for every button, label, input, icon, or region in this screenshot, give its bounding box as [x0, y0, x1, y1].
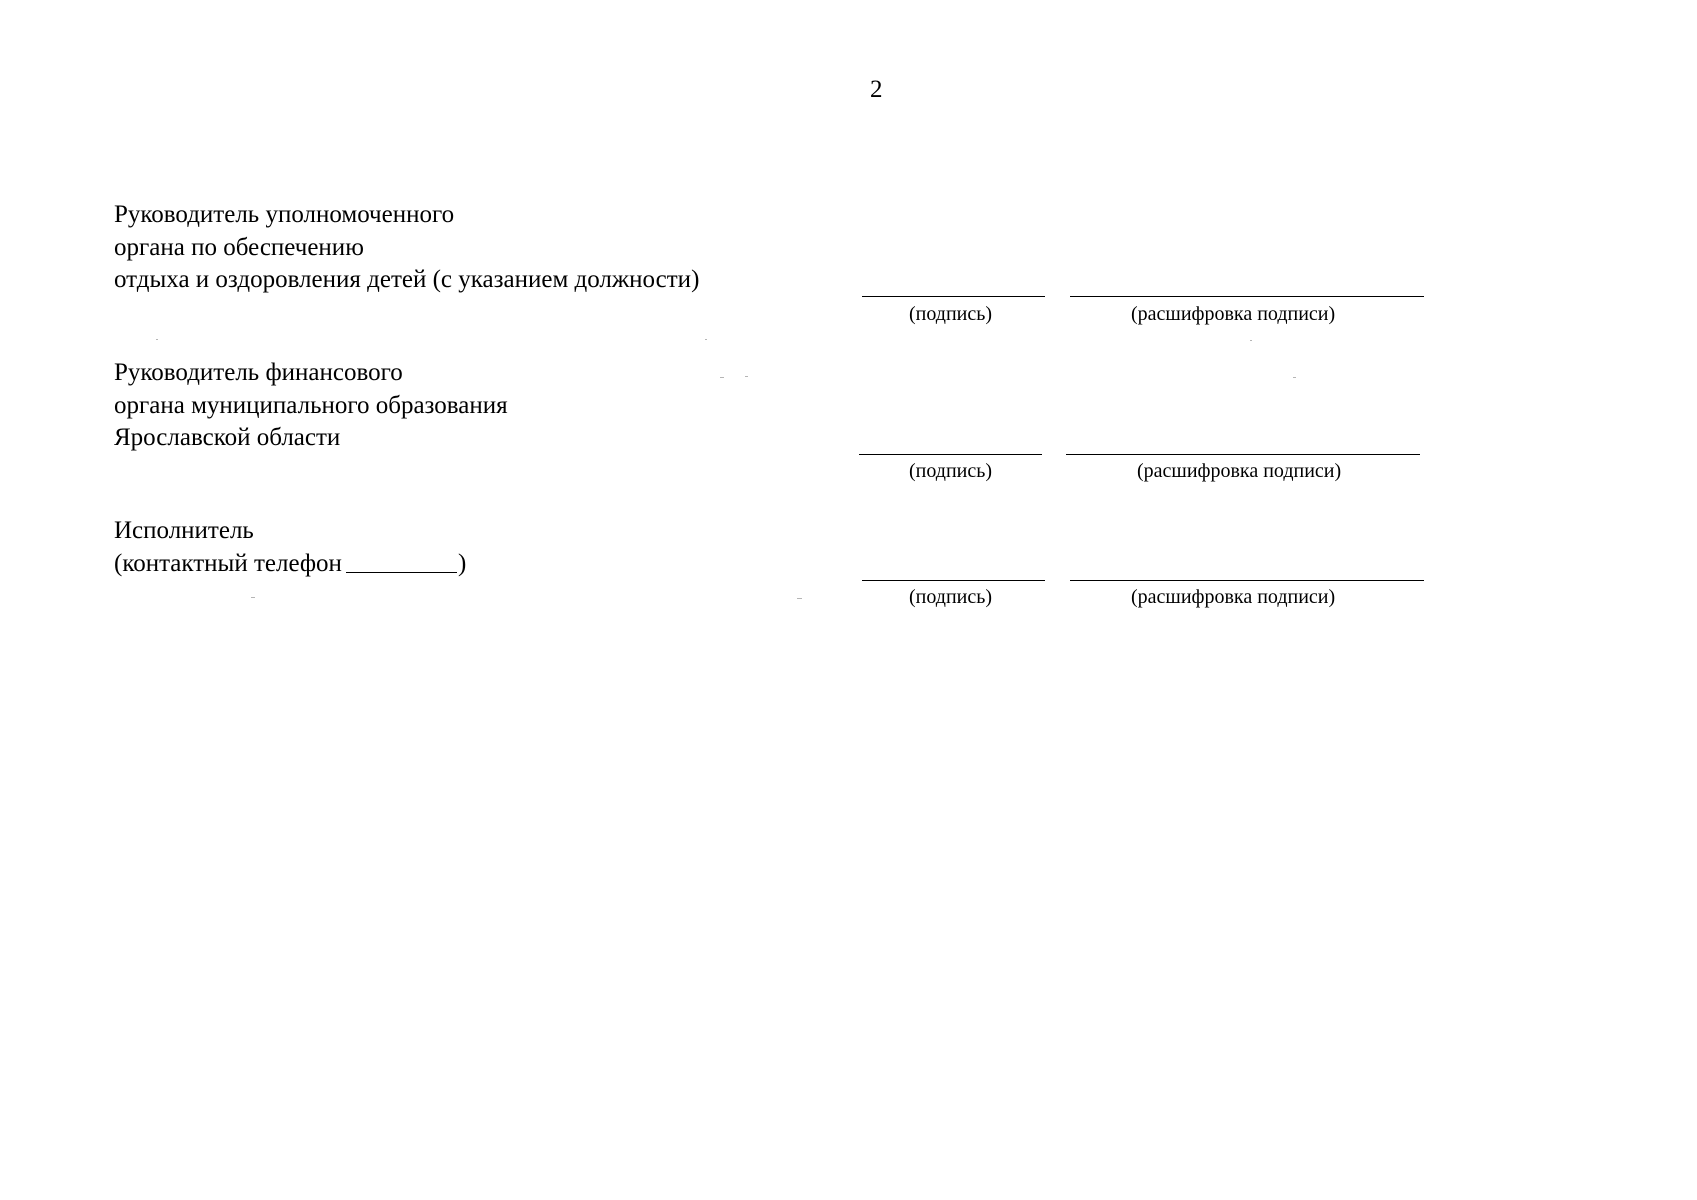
label-line: Руководитель уполномоченного [114, 201, 455, 228]
page-number: 2 [870, 76, 883, 103]
financial-body-head-label [114, 357, 508, 455]
phone-line [114, 548, 466, 581]
signature-caption: (подпись) [909, 586, 993, 608]
signature-decoding-caption: (расшифровка подписи) [1131, 586, 1336, 608]
signature-decoding-caption: (расшифровка подписи) [1137, 460, 1342, 482]
signature-field[interactable] [862, 296, 1045, 297]
signature-field[interactable] [859, 454, 1042, 455]
scan-speck [705, 339, 707, 340]
phone-blank-field[interactable] [346, 571, 457, 573]
signature-field[interactable] [862, 580, 1045, 581]
scan-speck [797, 598, 802, 599]
signature-decoding-field[interactable] [1070, 580, 1424, 581]
label-line: органа по обеспечению [114, 233, 364, 261]
label-line: органа муниципального образования [114, 391, 508, 419]
label-line: Ярославской области [114, 424, 341, 451]
label-line: Руководитель финансового [114, 359, 403, 386]
scan-speck [1293, 377, 1296, 378]
scan-speck [251, 597, 255, 598]
signature-caption: (подпись) [909, 303, 993, 325]
executor-label [114, 515, 466, 580]
signature-decoding-caption: (расшифровка подписи) [1131, 303, 1336, 325]
signature-decoding-field[interactable] [1066, 454, 1420, 455]
label-line: (контактный телефон [114, 549, 342, 577]
scan-speck [720, 377, 724, 378]
label-line: Исполнитель [114, 517, 254, 544]
signature-decoding-field[interactable] [1070, 296, 1424, 297]
authorized-body-head-label [114, 199, 699, 297]
label-line: отдыха и оздоровления детей (с указанием должности) [114, 266, 700, 293]
scan-speck [156, 339, 158, 340]
phone-closing-paren: ) [457, 549, 467, 577]
scan-speck [1250, 340, 1252, 341]
signature-caption: (подпись) [909, 460, 993, 482]
scan-speck [745, 376, 748, 377]
